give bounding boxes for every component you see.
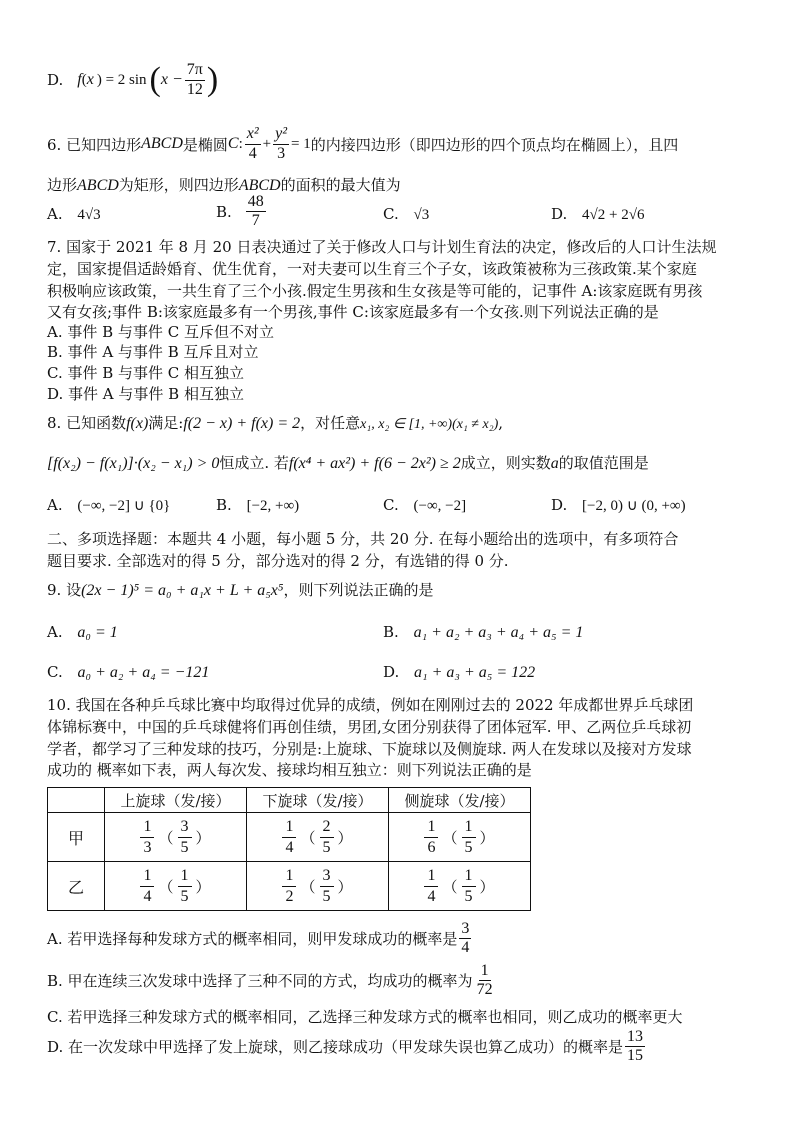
q10-line: 体锦标赛中，中国的乒乓球健将们再创佳绩，男团,女团分别获得了团体冠军. 甲、乙两位乒乓球初: [47, 718, 692, 736]
table-cell: 1 3 （ 3 5 ）: [105, 813, 247, 862]
q10-line: 10. 我国在各种乒乓球比赛中均取得过优异的成绩，例如在刚刚过去的 2022 年成都世界乒乓球团: [47, 696, 694, 714]
q8-option-b: B. [−2, +∞): [216, 496, 300, 514]
q9-option-c: C. a₀ + a₂ + a₄ = −121: [47, 663, 210, 681]
table-header: 侧旋球（发/接）: [389, 788, 531, 813]
q7-option-d: D. 事件 A 与事件 B 相互独立: [47, 385, 244, 403]
function-f: f: [77, 71, 82, 88]
q9-option-b: B. a₁ + a₂ + a₃ + a₄ + a₅ = 1: [383, 623, 584, 641]
table-cell: 1 4 （ 1 5 ）: [389, 862, 531, 911]
abcd: ABCD: [141, 135, 183, 152]
table-cell: 1 6 （ 1 5 ）: [389, 813, 531, 862]
q5-option-d: D. f ( x ) = 2 sin ( x − $\frac{7\pi}{12}$ ): [47, 61, 219, 98]
section-heading: 二、多项选择题：本题共 4 小题，每小题 5 分，共 20 分. 在每小题给出的选项中，有多项符合: [47, 530, 679, 548]
q10-line: 成功的 概率如下表，两人每次发、接球均相互独立：则下列说法正确的是: [47, 761, 532, 779]
q6-option-c: C. √3: [383, 205, 430, 223]
table-cell: 1 4 （ 1 5 ）: [105, 862, 247, 911]
q8-stem-line1: 8. 已知函数f(x)满足:f(2 − x) + f(x) = 2，对任意x₁, x₂ ∈ [1, +∞)(x₁ ≠ x₂),: [47, 414, 504, 432]
q8-option-d: D. [−2, 0) ∪ (0, +∞): [551, 496, 686, 514]
fraction-x2-4: $\frac{\text{x²}}{4}$: [246, 125, 259, 162]
q6-stem-line2: 边形ABCD为矩形，则四边形ABCD的面积的最大值为: [47, 176, 401, 194]
table-row: [48, 813, 531, 862]
table-header-corner: [48, 788, 105, 813]
q6-option-d: D. 4√2 + 2√6: [551, 205, 645, 223]
q10-option-b: B. 甲在连续三次发球中选择了三种不同的方式，均成功的概率为 $\frac{1}{72}$: [47, 962, 493, 999]
q8-option-a: A. (−∞, −2] ∪ {0}: [47, 496, 171, 514]
q6-option-b: B. $\frac{48}{7}$: [216, 193, 264, 230]
table-row: [48, 862, 531, 911]
q9-stem: 9. 设(2x − 1)⁵ = a₀ + a₁x + L + a₅x⁵，则下列说法正确的是: [47, 581, 434, 599]
table-header: 上旋球（发/接）: [105, 788, 247, 813]
q7-line: 7. 国家于 2021 年 8 月 20 日表决通过了关于修改人口与计划生育法的决定，修改后的人口计生法规: [47, 238, 717, 256]
q9-option-a: A. a₀ = 1: [47, 623, 118, 641]
q10-option-c: C. 若甲选择三种发球方式的概率相同，乙选择三种发球方式的概率也相同，则乙成功的概率更大: [47, 1008, 683, 1026]
q7-option-c: C. 事件 B 与事件 C 相互独立: [47, 364, 245, 382]
q7-line: 定，国家提倡适龄婚育、优生优育，一对夫妻可以生育三个子女，该政策被称为三孩政策.某个家庭: [47, 260, 697, 278]
q7-line: 又有女孩;事件 B:该家庭最多有一个男孩,事件 C:该家庭最多有一个女孩.则下列说法正确的是: [47, 303, 659, 321]
row-label: 甲: [48, 813, 105, 862]
fraction-y2-3: $\frac{\text{y²}}{3}$: [275, 125, 288, 162]
section-heading: 题目要求. 全部选对的得 5 分，部分选对的得 2 分，有选错的得 0 分.: [47, 552, 509, 570]
table-cell: 1 4 （ 2 5 ）: [247, 813, 389, 862]
q6-option-a: A. 4√3: [47, 205, 101, 223]
x-minus: x −: [160, 71, 183, 88]
q6-stem-line1: 6. 已知四边形 ABCD 是椭圆 C : $\frac{\text{x²}}{4}$ + $\frac{\text{y²}}{3}$ = 1 的内接四边形（即四边形的四个顶点均在椭圆上），且四: [47, 125, 679, 162]
eq-2sin: ) = 2 sin: [96, 71, 147, 88]
q7-line: 积极响应该政策，一共生育了三个小孩.假定生男孩和生女孩是等可能的，记事件 A:该家庭既有男孩: [47, 282, 703, 300]
q9-option-d: D. a₁ + a₃ + a₅ = 122: [383, 663, 536, 681]
q10-line: 学者，都学习了三种发球的技巧，分别是:上旋球、下旋球以及侧旋球. 两人在发球以及接对方发球: [47, 740, 692, 758]
row-label: 乙: [48, 862, 105, 911]
q7-option-a: A. 事件 B 与事件 C 互斥但不对立: [47, 323, 274, 341]
option-label: D.: [47, 71, 64, 89]
probability-table: [47, 787, 531, 911]
q8-stem-line2: [f(x₂) − f(x₁)]·(x₂ − x₁) > 0恒成立. 若f(x⁴ + ax²) + f(6 − 2x²) ≥ 2成立，则实数a的取值范围是: [47, 454, 649, 472]
q10-option-a: A. 若甲选择每种发球方式的概率相同，则甲发球成功的概率是 $\frac{3}{4}$: [47, 920, 470, 957]
q8-option-c: C. (−∞, −2]: [383, 496, 467, 514]
var-x: x: [86, 71, 94, 88]
q7-option-b: B. 事件 A 与事件 B 互斥且对立: [47, 343, 259, 361]
fraction-7pi-12: $\frac{7\pi}{12}$: [186, 61, 203, 98]
table-cell: 1 2 （ 3 5 ）: [247, 862, 389, 911]
q10-option-d: D. 在一次发球中甲选择了发上旋球，则乙接球成功（甲发球失误也算乙成功）的概率是 $\frac{13}{15}$: [47, 1028, 644, 1065]
table-header: 下旋球（发/接）: [247, 788, 389, 813]
